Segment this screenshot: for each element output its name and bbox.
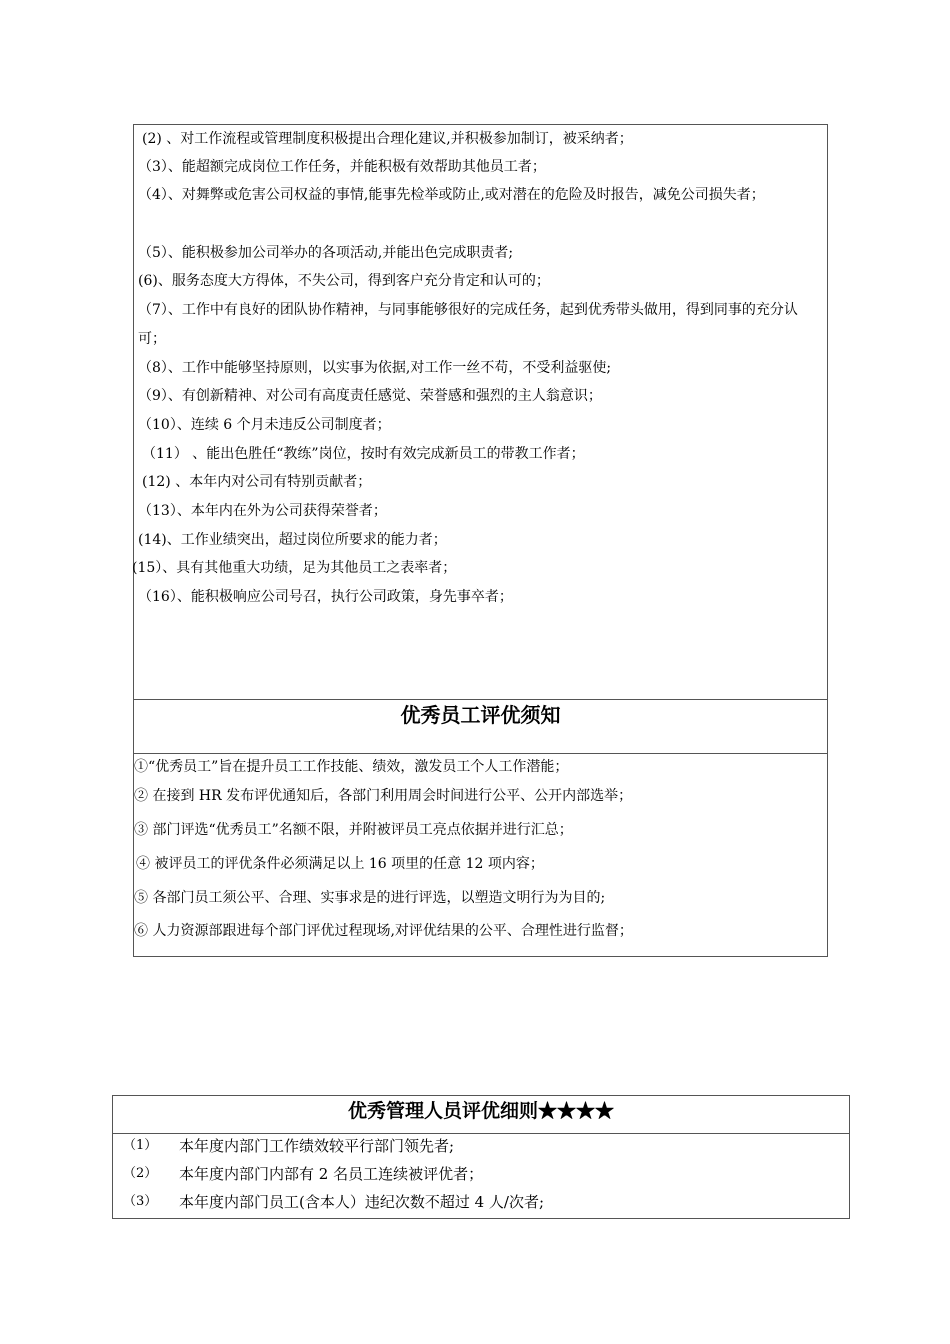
manager-row-number: （2） [123,1166,158,1181]
criteria-item: (15）、具有其他重大功绩，足为其他员工之表率者； [132,560,457,576]
manager-row [113,1188,849,1216]
criteria-item: (6)、服务态度大方得体，不失公司，得到客户充分肯定和认可的； [138,273,550,289]
criteria-item: （3）、能超额完成岗位工作任务，并能积极有效帮助其他员工者； [138,159,546,175]
manager-row [113,1160,849,1188]
notice-item: ② 在接到 HR 发布评优通知后，各部门利用周会时间进行公平、公开内部选举； [134,788,633,804]
notice-item: ⑤ 各部门员工须公平、合理、实事求是的进行评选，以塑造文明行为为目的; [134,890,606,906]
criteria-item-text: （4）、对舞弊或危害公司权益的事情,能事先检举或防止,或对潜在的危险及时报告，减免公司损失者； [138,187,765,203]
manager-criteria-table [112,1095,850,1219]
manager-row-text: 本年度内部门工作绩效较平行部门领先者; [179,1137,455,1155]
criteria-item: (2) 、对工作流程或管理制度积极提出合理化建议,并积极参加制订，被采纳者； [142,131,633,147]
notice-item: ⑥ 人力资源部跟进每个部门评优过程现场,对评优结果的公平、合理性进行监督； [134,923,633,939]
notice-item: ①“优秀员工”旨在提升员工工作技能、绩效，激发员工个人工作潜能； [134,759,569,775]
criteria-item: (12) 、本年内对公司有特别贡献者； [142,474,372,490]
manager-row-number: （1） [123,1138,158,1153]
criteria-item: （7）、工作中有良好的团队协作精神，与同事能够很好的完成任务，起到优秀带头做用，得到同事的充分认可； [138,302,798,347]
manager-row-number: （3） [123,1194,158,1209]
criteria-list [134,125,827,699]
manager-row-text: 本年度内部门员工(含本人）违纪次数不超过 4 人/次者; [179,1193,545,1211]
criteria-item: （8）、工作中能够坚持原则，以实事为依据,对工作一丝不苟，不受利益驱使; [138,360,612,376]
criteria-item: （9）、有创新精神、对公司有高度责任感觉、荣誉感和强烈的主人翁意识； [138,388,602,404]
manager-row-text: 本年度内部门内部有 2 名员工连续被评优者； [179,1165,484,1183]
criteria-item: （5）、能积极参加公司举办的各项活动,并能出色完成职责者; [138,245,514,261]
criteria-item: (14)、工作业绩突出，超过岗位所要求的能力者； [138,532,447,548]
notice-item: ③ 部门评选“优秀员工”名额不限，并附被评员工亮点依据并进行汇总； [134,822,573,838]
table-divider [134,753,827,754]
employee-criteria-table [133,124,828,957]
criteria-item: （13）、本年内在外为公司获得荣誉者； [138,503,387,519]
criteria-item [138,181,824,210]
manager-row [113,1132,849,1160]
manager-title: 优秀管理人员评优细则★★★★ [113,1096,849,1134]
criteria-item: （16）、能积极响应公司号召，执行公司政策，身先事卒者； [138,589,513,605]
criteria-item: （10）、连续 6 个月未违反公司制度者； [138,417,391,433]
notice-item: ④ 被评员工的评优条件必须满足以上 16 项里的任意 12 项内容； [136,856,544,872]
criteria-item: （11） 、能出色胜任“教练”岗位，按时有效完成新员工的带教工作者； [142,446,585,462]
notice-title: 优秀员工评优须知 [400,703,561,727]
